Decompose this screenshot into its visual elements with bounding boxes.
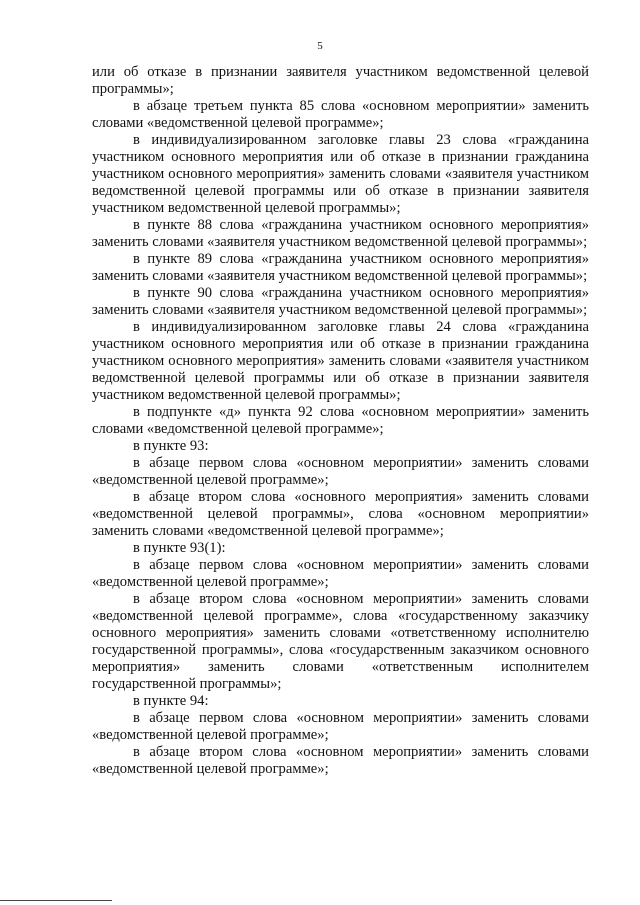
paragraph: в индивидуализированном заголовке главы 24 слова «гражданина участником основного мероприятия или об отказе в признании гражданина участником основного мероприятия» заменить словами «заявителя участником ведомственной целевой программы или об отказе в признании заявителя участником ведомственной целевой программы»; (92, 319, 589, 403)
paragraph: в пункте 88 слова «гражданина участником основного мероприятия» заменить словами «заявителя участником ведомственной целевой программы»; (92, 217, 589, 250)
paragraph: в подпункте «д» пункта 92 слова «основном мероприятии» заменить словами «ведомственной целевой программе»; (92, 404, 589, 437)
paragraph: в пункте 94: (133, 693, 209, 709)
paragraph: в абзаце первом слова «основном мероприятии» заменить словами «ведомственной целевой программе»; (92, 455, 589, 488)
paragraph: в абзаце втором слова «основном мероприятии» заменить словами «ведомственной целевой программе»; (92, 744, 589, 777)
paragraph: в абзаце третьем пункта 85 слова «основном мероприятии» заменить словами «ведомственной целевой программе»; (92, 98, 589, 131)
paragraph: в индивидуализированном заголовке главы 23 слова «гражданина участником основного мероприятия или об отказе в признании гражданина участником основного мероприятия» заменить словами «заявителя участником ведомственной целевой программы или об отказе в признании заявителя участником ведомственной целевой программы»; (92, 132, 589, 216)
paragraph: в пункте 90 слова «гражданина участником основного мероприятия» заменить словами «заявителя участником ведомственной целевой программы»; (92, 285, 589, 318)
paragraph: в абзаце втором слова «основном мероприятии» заменить словами «ведомственной целевой программе», слова «государственному заказчику основного мероприятия» заменить словами «ответственному исполнителю государственной программы», слова «государственным заказчиком основного мероприятия» заменить словами «ответственным исполнителем государственной программы»; (92, 591, 589, 692)
paragraph: в пункте 93: (133, 438, 209, 454)
paragraph: в абзаце первом слова «основном мероприятии» заменить словами «ведомственной целевой программе»; (92, 557, 589, 590)
paragraph: в пункте 93(1): (133, 540, 226, 556)
paragraph: в пункте 89 слова «гражданина участником основного мероприятия» заменить словами «заявителя участником ведомственной целевой программы»; (92, 251, 589, 284)
page-number: 5 (317, 40, 323, 52)
footer-divider (0, 900, 112, 901)
paragraph: или об отказе в признании заявителя участником ведомственной целевой программы»; (92, 64, 589, 97)
paragraph: в абзаце первом слова «основном мероприятии» заменить словами «ведомственной целевой программе»; (92, 710, 589, 743)
paragraph: в абзаце втором слова «основного мероприятия» заменить словами «ведомственной целевой программы», слова «основном мероприятии» заменить словами «ведомственной целевой программе»; (92, 489, 589, 539)
document-body (92, 64, 589, 778)
